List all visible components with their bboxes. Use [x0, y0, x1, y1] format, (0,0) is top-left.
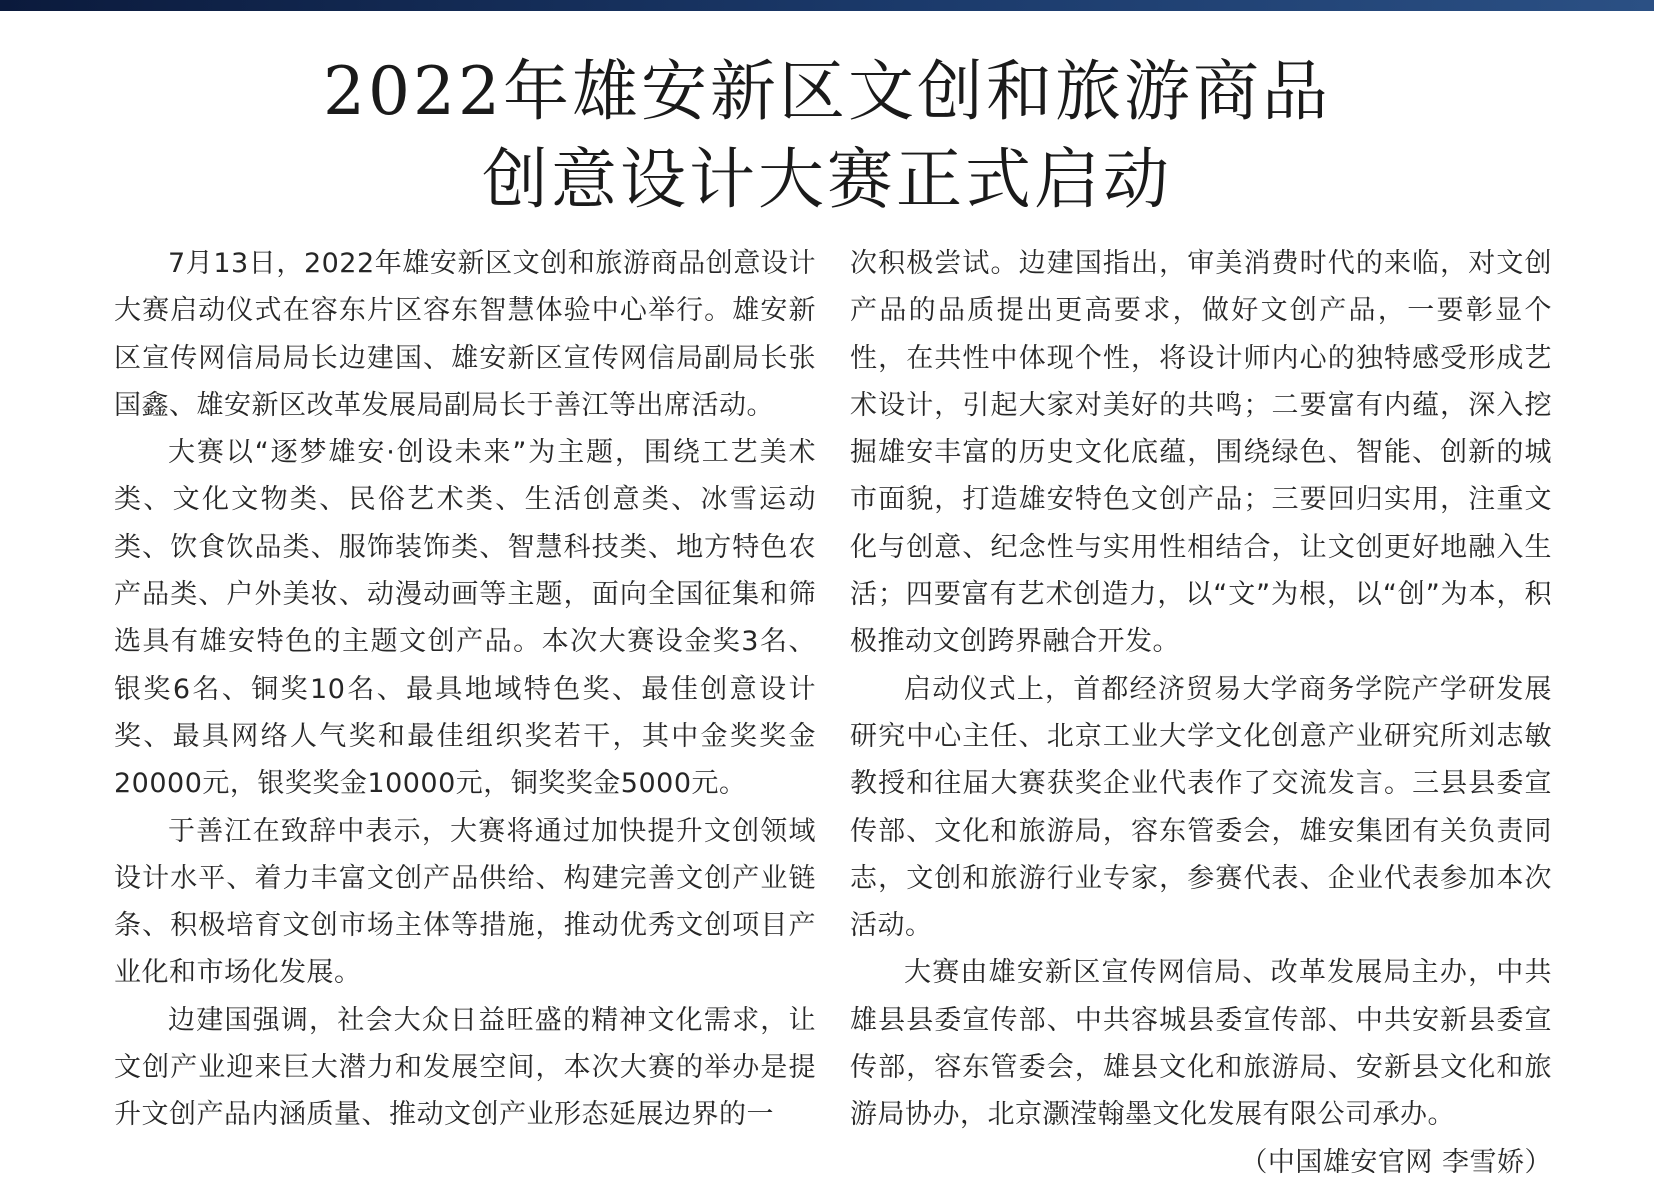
- article-paragraph: 7月13日，2022年雄安新区文创和旅游商品创意设计大赛启动仪式在容东片区容东智慧体验中心举行。雄安新区宣传网信局局长边建国、雄安新区宣传网信局副局长张国鑫、雄安新区改革发展局副局长于善江等出席活动。: [114, 248, 816, 421]
- article-paragraph: 大赛以“逐梦雄安·创设未来”为主题，围绕工艺美术类、文化文物类、民俗艺术类、生活创意类、冰雪运动类、饮食饮品类、服饰装饰类、智慧科技类、地方特色农产品类、户外美妆、动漫动画等主题，面向全国征集和筛选具有雄安特色的主题文创产品。本次大赛设金奖3名、银奖6名、铜奖10名、最具地域特色奖、最佳创意设计奖、最具网络人气奖和最佳组织奖若干，其中金奖奖金20000元，银奖奖金10000元，铜奖奖金5000元。: [114, 437, 816, 800]
- article-paragraph-continuation: 次积极尝试。边建国指出，审美消费时代的来临，对文创产品的品质提出更高要求，做好文创产品，一要彰显个性，在共性中体现个性，将设计师内心的独特感受形成艺术设计，引起大家对美好的共鸣；二要富有内蕴，深入挖掘雄安丰富的历史文化底蕴，围绕绿色、智能、创新的城市面貌，打造雄安特色文创产品；三要回归实用，注重文化与创意、纪念性与实用性相结合，让文创更好地融入生活；四要富有艺术创造力，以“文”为根，以“创”为本，积极推动文创跨界融合开发。: [850, 248, 1552, 658]
- article-byline: （中国雄安官网 李雪娇）: [1240, 1146, 1552, 1178]
- article-title-line-2: 创意设计大赛正式启动: [482, 141, 1172, 218]
- top-color-bar: [0, 0, 1654, 11]
- article-paragraph: 于善江在致辞中表示，大赛将通过加快提升文创领域设计水平、着力丰富文创产品供给、构建完善文创产业链条、积极培育文创市场主体等措施，推动优秀文创项目产业化和市场化发展。: [114, 815, 816, 989]
- article-right-column: [850, 240, 1552, 1186]
- article-title-line-1: 2022年雄安新区文创和旅游商品: [323, 53, 1331, 130]
- article-paragraph: 边建国强调，社会大众日益旺盛的精神文化需求，让文创产业迎来巨大潜力和发展空间，本次大赛的举办是提升文创产品内涵质量、推动文创产业形态延展边界的一: [114, 1004, 816, 1131]
- article-title: [0, 48, 1654, 224]
- article-paragraph: 启动仪式上，首都经济贸易大学商务学院产学研发展研究中心主任、北京工业大学文化创意产业研究所刘志敏教授和往届大赛获奖企业代表作了交流发言。三县县委宣传部、文化和旅游局，容东管委会，雄安集团有关负责同志，文创和旅游行业专家，参赛代表、企业代表参加本次活动。: [850, 673, 1552, 942]
- article-paragraph: 大赛由雄安新区宣传网信局、改革发展局主办，中共雄县县委宣传部、中共容城县委宣传部、中共安新县委宣传部，容东管委会，雄县文化和旅游局、安新县文化和旅游局协办，北京灏滢翰墨文化发展有限公司承办。: [850, 957, 1552, 1131]
- article-left-column: [114, 240, 816, 1139]
